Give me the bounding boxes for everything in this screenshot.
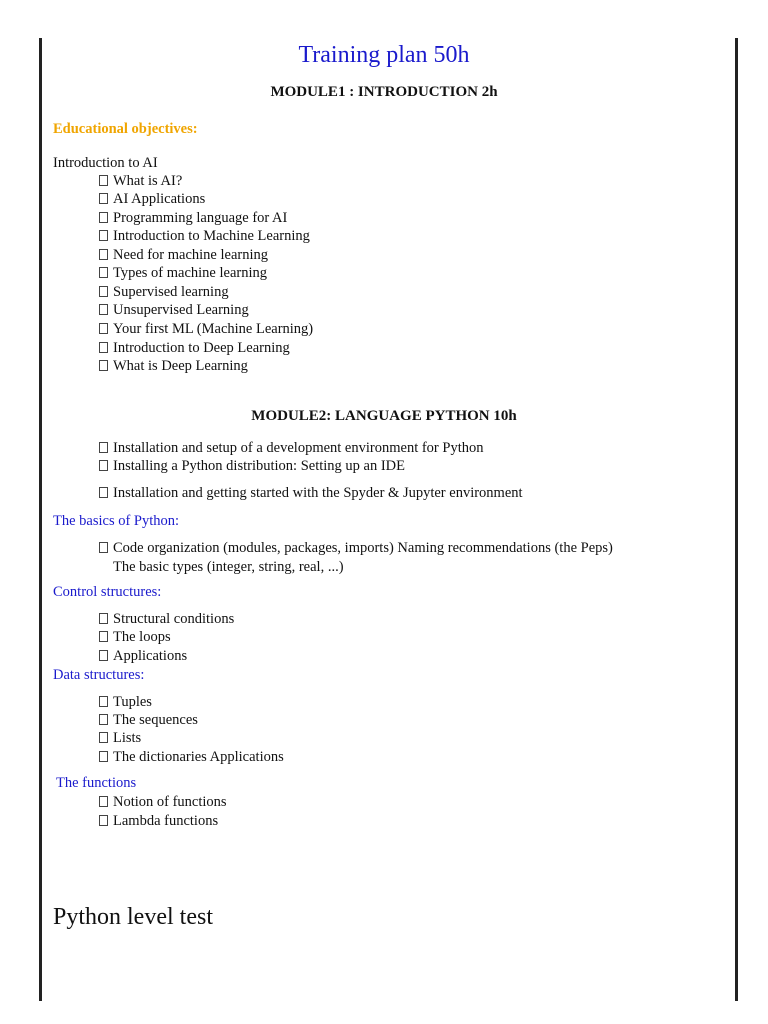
module2-heading: MODULE2: LANGUAGE PYTHON 10h [251,408,517,424]
checkbox-square-icon [99,650,108,661]
basics-continuation-text: The basic types (integer, string, real, ...) [113,559,344,575]
list-item-label: Installing a Python distribution: Setting up an IDE [113,458,405,474]
list-item [99,813,218,830]
list-item-label: Lambda functions [113,813,219,829]
list-item [99,358,248,375]
list-item-label: Programming language for AI [113,210,288,226]
list-item [99,284,229,301]
checkbox-square-icon [99,613,108,624]
checkbox-square-icon [99,323,108,334]
right-border-rule [735,38,738,1001]
checkbox-square-icon [99,460,108,471]
checkbox-square-icon [99,249,108,260]
list-item [99,173,182,190]
list-item-label: What is AI? [113,173,183,189]
checkbox-square-icon [99,212,108,223]
checkbox-square-icon [99,631,108,642]
list-item-label: Need for machine learning [113,247,268,263]
list-item-label: The dictionaries Applications [113,749,284,765]
checkbox-square-icon [99,230,108,241]
list-item [99,712,198,729]
list-item [99,302,249,319]
list-item-label: Introduction to Deep Learning [113,340,290,356]
list-item-label: Applications [113,648,188,664]
checkbox-square-icon [99,175,108,186]
checkbox-square-icon [99,193,108,204]
list-item [99,485,523,502]
list-item-label: Notion of functions [113,794,227,810]
functions-label: The functions [56,775,137,791]
left-border-rule [39,38,42,1001]
list-item-label: Lists [113,730,142,746]
list-item [99,340,290,357]
checkbox-square-icon [99,267,108,278]
list-item-label: AI Applications [113,191,206,207]
list-item [99,540,613,557]
list-item-label: Tuples [113,694,152,710]
list-item [99,265,267,282]
list-item [99,611,234,628]
checkbox-square-icon [99,796,108,807]
list-item [99,191,205,208]
list-item [99,440,483,457]
checkbox-square-icon [99,714,108,725]
list-item-label: The sequences [113,712,198,728]
list-item-label: Installation and getting started with the Spyder & Jupyter environment [113,485,523,501]
list-item [99,458,405,475]
list-item [99,749,284,766]
list-item-label: The loops [113,629,171,645]
checkbox-square-icon [99,304,108,315]
checkbox-square-icon [99,342,108,353]
list-item-label: Installation and setup of a development environment for Python [113,440,484,456]
document-title: Training plan 50h [298,42,470,68]
checkbox-square-icon [99,487,108,498]
list-item-label: Introduction to Machine Learning [113,228,310,244]
checkbox-square-icon [99,815,108,826]
list-item [99,247,268,264]
list-item [99,629,171,646]
list-item-label: Code organization (modules, packages, imports) Naming recommendations (the Peps) [113,540,613,556]
control-structures-label: Control structures: [53,584,162,600]
data-structures-label: Data structures: [53,667,145,683]
list-item-label: What is Deep Learning [113,358,248,374]
checkbox-square-icon [99,542,108,553]
basics-of-python-label: The basics of Python: [53,513,180,529]
list-item [99,648,187,665]
list-item-label: Supervised learning [113,284,229,300]
list-item [99,321,313,338]
list-item [99,794,227,811]
intro-to-ai-label: Introduction to AI [53,155,158,171]
python-level-test-heading: Python level test [53,904,213,930]
list-item-label: Unsupervised Learning [113,302,249,318]
list-item-label: Your first ML (Machine Learning) [113,321,314,337]
checkbox-square-icon [99,360,108,371]
checkbox-square-icon [99,696,108,707]
list-item [99,228,310,245]
list-item-label: Types of machine learning [113,265,267,281]
checkbox-square-icon [99,286,108,297]
list-item-label: Structural conditions [113,611,235,627]
list-item [99,730,141,747]
list-item [99,694,152,711]
checkbox-square-icon [99,732,108,743]
module1-heading: MODULE1 : INTRODUCTION 2h [270,84,498,100]
checkbox-square-icon [99,751,108,762]
list-item [99,210,287,227]
checkbox-square-icon [99,442,108,453]
educational-objectives-label: Educational objectives: [53,121,198,137]
